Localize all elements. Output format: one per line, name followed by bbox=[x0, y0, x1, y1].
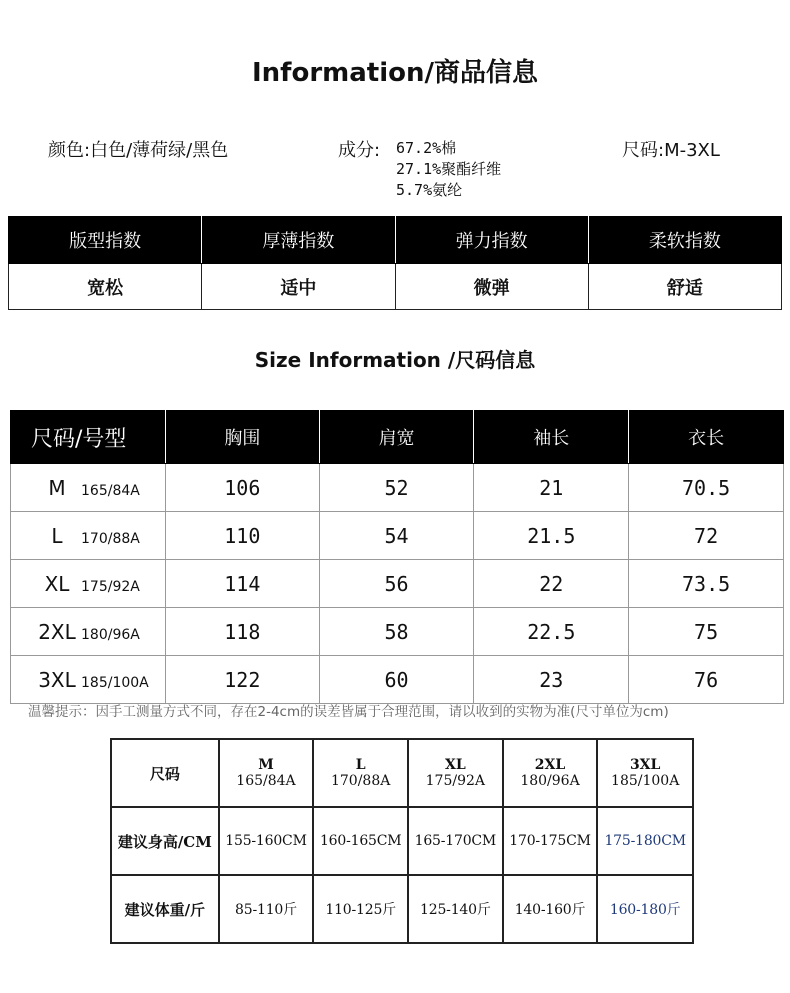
size-header-cell: 尺码/号型 bbox=[11, 411, 166, 464]
size-info-title: Size Information /尺码信息 bbox=[254, 348, 536, 372]
chest-cell: 106 bbox=[165, 464, 319, 512]
size-header-cell: 肩宽 bbox=[319, 411, 474, 464]
index-header-cell: 版型指数 bbox=[9, 217, 202, 264]
index-header-cell: 厚薄指数 bbox=[202, 217, 395, 264]
height-cell: 175-180CM bbox=[597, 807, 693, 875]
color-attribute: 颜色:白色/薄荷绿/黑色 bbox=[48, 140, 229, 161]
size-cell bbox=[11, 464, 166, 512]
recommend-size-cell bbox=[219, 739, 314, 807]
length-cell: 76 bbox=[629, 656, 784, 704]
size-code: M bbox=[48, 475, 66, 500]
sleeve-cell: 22 bbox=[474, 560, 629, 608]
length-cell: 73.5 bbox=[629, 560, 784, 608]
recommend-size-cell bbox=[408, 739, 503, 807]
size-cell bbox=[11, 656, 166, 704]
chest-cell: 122 bbox=[165, 656, 319, 704]
recommend-size-cell bbox=[503, 739, 598, 807]
size-model: 170/88A bbox=[81, 530, 140, 547]
size-cell bbox=[11, 512, 166, 560]
index-header-cell: 柔软指数 bbox=[588, 217, 781, 264]
weight-cell: 85-110斤 bbox=[219, 875, 314, 943]
sleeve-cell: 21.5 bbox=[474, 512, 629, 560]
height-cell: 165-170CM bbox=[408, 807, 503, 875]
shoulder-cell: 60 bbox=[319, 656, 474, 704]
size-cell bbox=[11, 608, 166, 656]
measurement-note: 温馨提示：因手工测量方式不同，存在2-4cm的误差皆属于合理范围，请以收到的实物为准(尺寸单位为cm) bbox=[28, 704, 669, 720]
length-cell: 70.5 bbox=[629, 464, 784, 512]
chest-cell: 110 bbox=[165, 512, 319, 560]
table-row bbox=[11, 464, 784, 512]
size-code: M bbox=[258, 757, 274, 773]
chest-cell: 114 bbox=[165, 560, 319, 608]
size-model: 175/92A bbox=[81, 578, 140, 595]
size-code: L bbox=[355, 757, 366, 773]
composition-item: 27.1%聚酯纤维 bbox=[396, 160, 502, 178]
composition-item: 67.2%棉 bbox=[396, 139, 457, 157]
size-code: 2XL bbox=[534, 757, 566, 773]
size-code: 2XL bbox=[38, 619, 76, 644]
size-model: 165/84A bbox=[81, 482, 140, 499]
weight-cell: 140-160斤 bbox=[503, 875, 598, 943]
size-model: 165/84A bbox=[236, 773, 296, 789]
recommend-size-row bbox=[111, 739, 693, 807]
chest-cell: 118 bbox=[165, 608, 319, 656]
size-header-cell: 胸围 bbox=[165, 411, 319, 464]
index-table bbox=[8, 216, 782, 310]
weight-cell: 125-140斤 bbox=[408, 875, 503, 943]
index-value-cell: 舒适 bbox=[588, 264, 781, 310]
size-code: 3XL bbox=[38, 667, 76, 692]
sleeve-cell: 21 bbox=[474, 464, 629, 512]
sleeve-cell: 23 bbox=[474, 656, 629, 704]
composition-label: 成分: bbox=[338, 140, 381, 161]
composition-item: 5.7%氨纶 bbox=[396, 181, 463, 199]
table-row bbox=[11, 512, 784, 560]
index-value-cell: 宽松 bbox=[9, 264, 202, 310]
size-model: 185/100A bbox=[611, 773, 680, 789]
index-value-row bbox=[9, 264, 782, 310]
size-header-cell: 袖长 bbox=[474, 411, 629, 464]
page-title: Information/商品信息 bbox=[251, 58, 539, 88]
height-label: 建议身高/CM bbox=[111, 807, 219, 875]
table-row bbox=[11, 560, 784, 608]
size-model: 175/92A bbox=[425, 773, 486, 789]
size-model: 170/88A bbox=[330, 773, 391, 789]
shoulder-cell: 58 bbox=[319, 608, 474, 656]
size-range-attribute: 尺码:M-3XL bbox=[622, 140, 720, 161]
weight-cell: 110-125斤 bbox=[313, 875, 408, 943]
table-row bbox=[11, 656, 784, 704]
recommend-size-cell bbox=[313, 739, 408, 807]
height-cell: 160-165CM bbox=[313, 807, 408, 875]
composition-list bbox=[396, 138, 501, 201]
recommend-weight-row bbox=[111, 875, 693, 943]
index-header-cell: 弹力指数 bbox=[395, 217, 588, 264]
height-cell: 155-160CM bbox=[219, 807, 314, 875]
size-header-row bbox=[11, 411, 784, 464]
height-cell: 170-175CM bbox=[503, 807, 598, 875]
size-cell bbox=[11, 560, 166, 608]
size-model: 180/96A bbox=[520, 773, 580, 789]
recommend-size-cell bbox=[597, 739, 693, 807]
index-header-row bbox=[9, 217, 782, 264]
recommend-table bbox=[110, 738, 694, 944]
size-table bbox=[10, 410, 784, 704]
shoulder-cell: 54 bbox=[319, 512, 474, 560]
shoulder-cell: 56 bbox=[319, 560, 474, 608]
length-cell: 75 bbox=[629, 608, 784, 656]
recommend-corner: 尺码 bbox=[111, 739, 219, 807]
table-row bbox=[11, 608, 784, 656]
weight-label: 建议体重/斤 bbox=[111, 875, 219, 943]
index-value-cell: 微弹 bbox=[395, 264, 588, 310]
size-code: XL bbox=[44, 571, 70, 596]
size-model: 180/96A bbox=[81, 626, 140, 643]
size-model: 185/100A bbox=[81, 674, 149, 691]
size-code: XL bbox=[444, 757, 466, 773]
length-cell: 72 bbox=[629, 512, 784, 560]
index-value-cell: 适中 bbox=[202, 264, 395, 310]
weight-cell: 160-180斤 bbox=[597, 875, 693, 943]
shoulder-cell: 52 bbox=[319, 464, 474, 512]
size-code: L bbox=[51, 523, 63, 548]
size-code: 3XL bbox=[629, 757, 661, 773]
sleeve-cell: 22.5 bbox=[474, 608, 629, 656]
recommend-height-row bbox=[111, 807, 693, 875]
size-header-cell: 衣长 bbox=[629, 411, 784, 464]
